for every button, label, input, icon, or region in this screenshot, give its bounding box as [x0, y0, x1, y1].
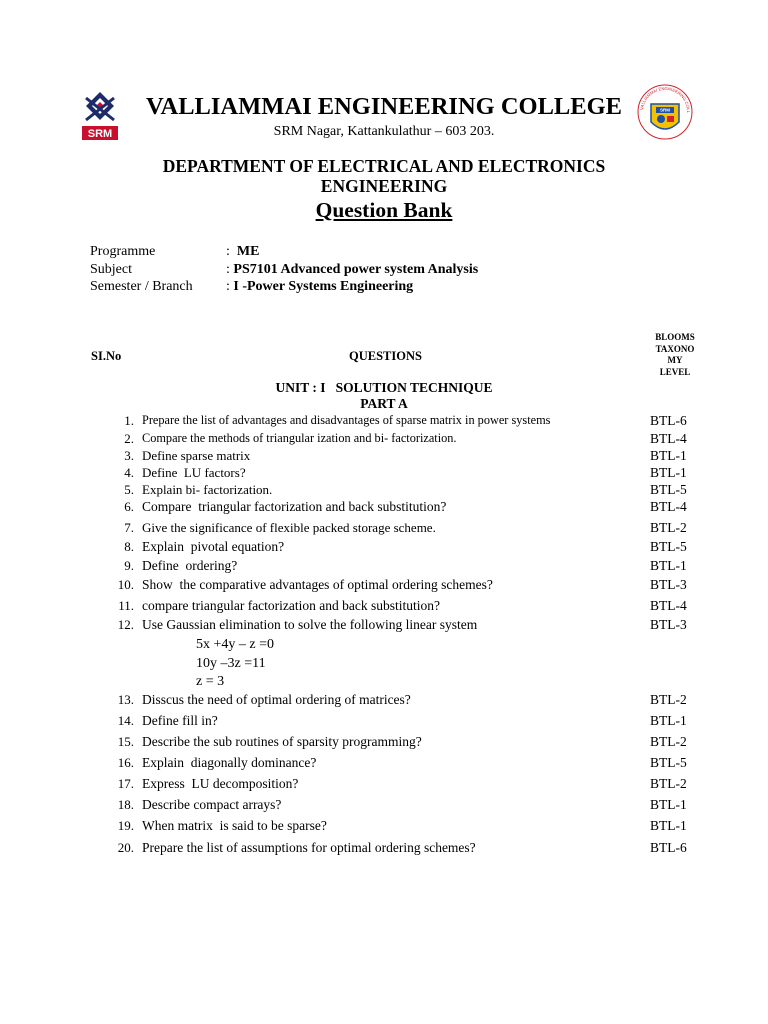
question-row: 7. Give the significance of flexible packed storage scheme. BTL-2 [124, 520, 687, 535]
equation-1: 5x +4y – z =0 [196, 637, 275, 652]
question-row: 20. Prepare the list of assumptions for optimal ordering schemes? BTL-6 [117, 840, 687, 855]
question-row: 17. Express LU decomposition? BTL-2 [117, 776, 687, 791]
questions-header: QUESTIONS [349, 349, 422, 363]
programme-value: : ME [226, 244, 260, 259]
department-title [0, 156, 768, 196]
question-row: 16. Explain diagonally dominance? BTL-5 [117, 755, 687, 770]
question-row: 11. compare triangular factorization and back substitution? BTL-4 [118, 598, 687, 613]
slno-header: SI.No [91, 349, 122, 363]
question-row: 13. Disscus the need of optimal ordering of matrices? BTL-2 [117, 692, 687, 707]
question-row: 9. Define ordering? BTL-1 [124, 558, 687, 573]
programme-label: Programme [90, 244, 156, 259]
college-name: VALLIAMMAI ENGINEERING COLLEGE [145, 93, 622, 120]
question-row: 15. Describe the sub routines of sparsity programming? BTL-2 [117, 734, 687, 749]
question-row: 12. Use Gaussian elimination to solve the following linear system BTL-3 [117, 617, 687, 632]
question-row: 19. When matrix is said to be sparse? BTL-1 [117, 818, 687, 833]
department-line-1: DEPARTMENT OF ELECTRICAL AND ELECTRONICS [162, 156, 606, 176]
blooms-level-header: BLOOMS TAXONO MY LEVEL [655, 332, 695, 377]
semester-value: : I -Power Systems Engineering [226, 279, 414, 294]
unit-title: UNIT : I SOLUTION TECHNIQUE [275, 380, 493, 395]
subject-label: Subject [90, 262, 132, 277]
question-row: 10. Show the comparative advantages of optimal ordering schemes? BTL-3 [117, 577, 687, 592]
question-row: 14. Define fill in? BTL-1 [117, 713, 687, 728]
equation-2: 10y –3z =11 [196, 656, 266, 671]
part-title: PART A [360, 396, 408, 411]
question-row: 3. Define sparse matrix BTL-1 [124, 448, 687, 463]
department-line-2: ENGINEERING [320, 176, 448, 196]
emblem-arc-text: VALLIAMMAI ENGINEERING COLL [639, 85, 692, 113]
college-address: SRM Nagar, Kattankulathur – 603 203. [273, 124, 495, 139]
question-row: 5. Explain bi- factorization. BTL-5 [124, 482, 687, 497]
srm-logo-text: SRM [87, 128, 113, 140]
question-row: 8. Explain pivotal equation? BTL-5 [124, 539, 687, 554]
equation-3: z = 3 [196, 674, 225, 689]
question-row: 1. Prepare the list of advantages and disadvantages of sparse matrix in power systems BTL-6 [124, 413, 687, 428]
question-row: 6. Compare triangular factorization and back substitution? BTL-4 [124, 499, 687, 514]
semester-label: Semester / Branch [90, 279, 193, 294]
question-row: 2. Compare the methods of triangular ization and bi- factorization. BTL-4 [124, 431, 687, 446]
subject-value: : PS7101 Advanced power system Analysis [226, 262, 479, 277]
question-row: 4. Define LU factors? BTL-1 [124, 465, 687, 480]
emblem-badge-text: SRM [660, 107, 670, 113]
question-row: 18. Describe compact arrays? BTL-1 [117, 797, 687, 812]
document-title: Question Bank [315, 198, 453, 222]
